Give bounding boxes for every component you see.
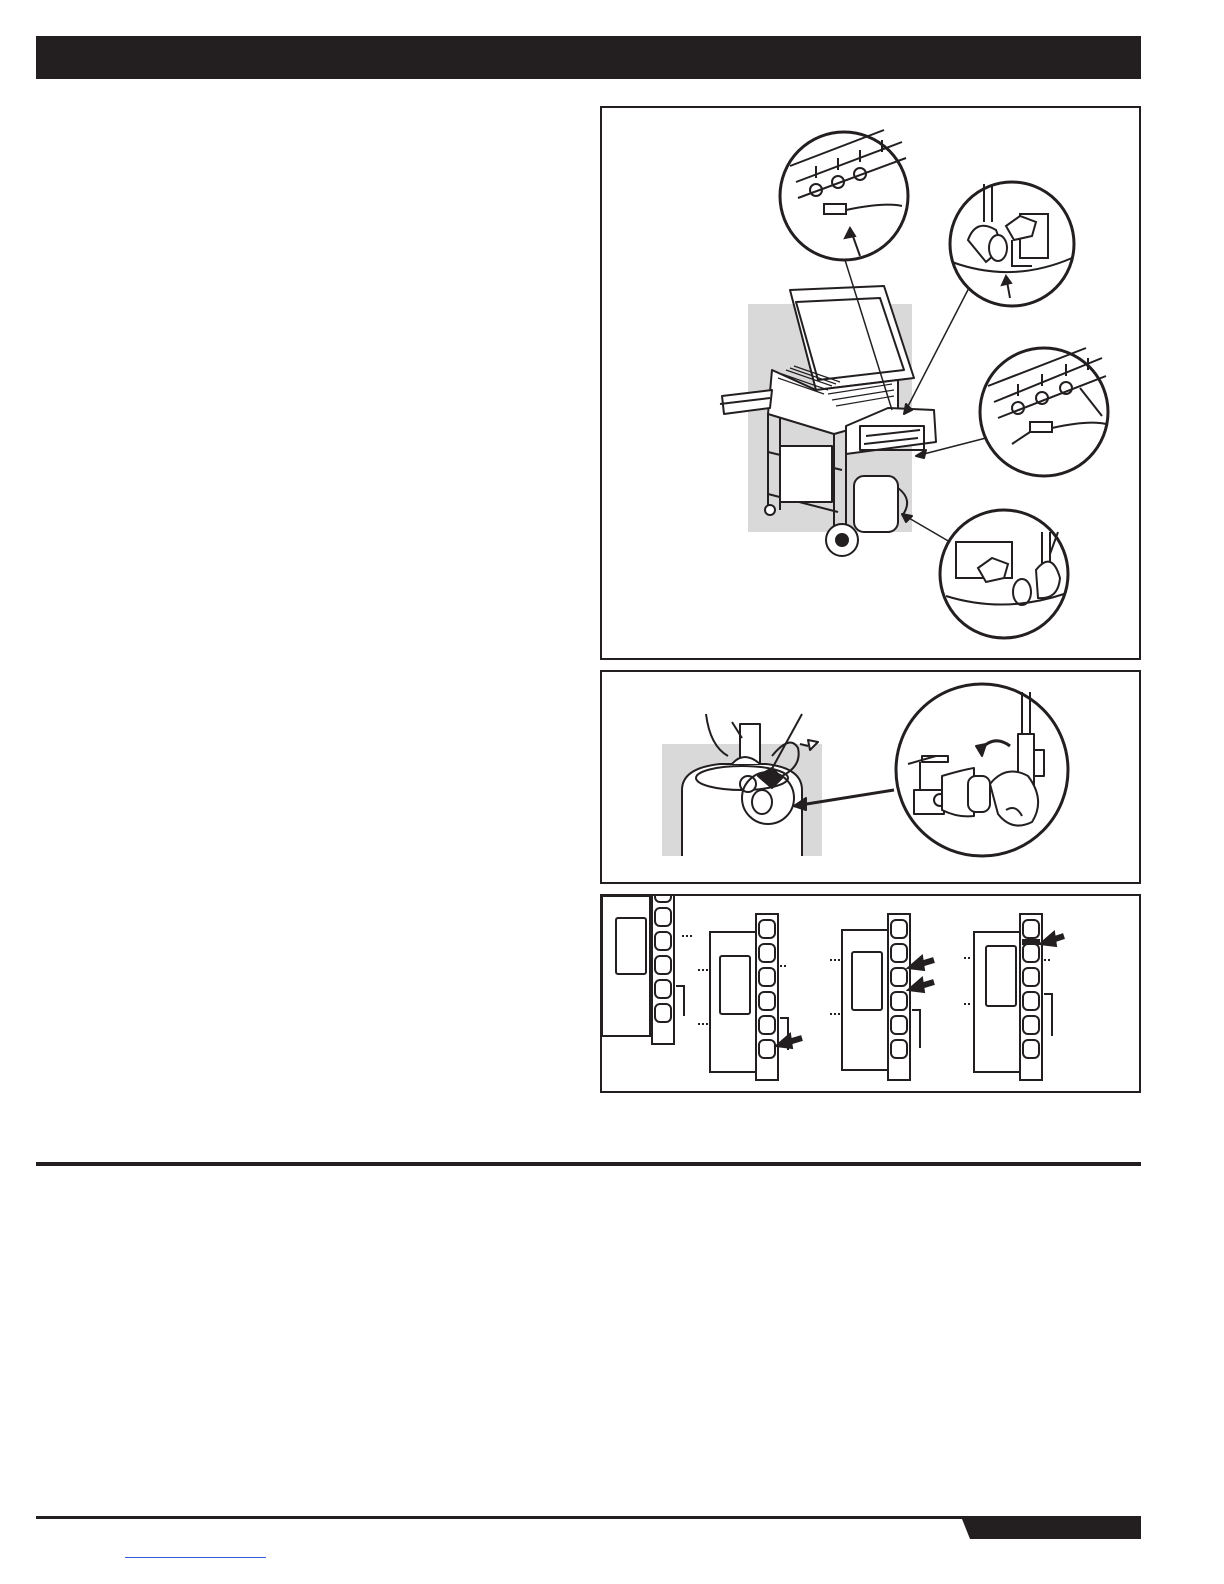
section-divider [36,1162,1141,1166]
tank-valve-connection-figure [600,670,1141,884]
grill-leak-check-figure [600,106,1141,660]
fuel-gauge-illustration [602,896,1139,1091]
footer-page-tab [962,1519,1141,1539]
footer-link-underline[interactable] [125,1557,266,1558]
tank-valve-illustration [602,672,1139,882]
footer-rule [36,1516,1141,1519]
fuel-gauge-levels-figure [600,894,1141,1093]
section-header-bar [36,36,1141,79]
grill-illustration [602,108,1139,658]
